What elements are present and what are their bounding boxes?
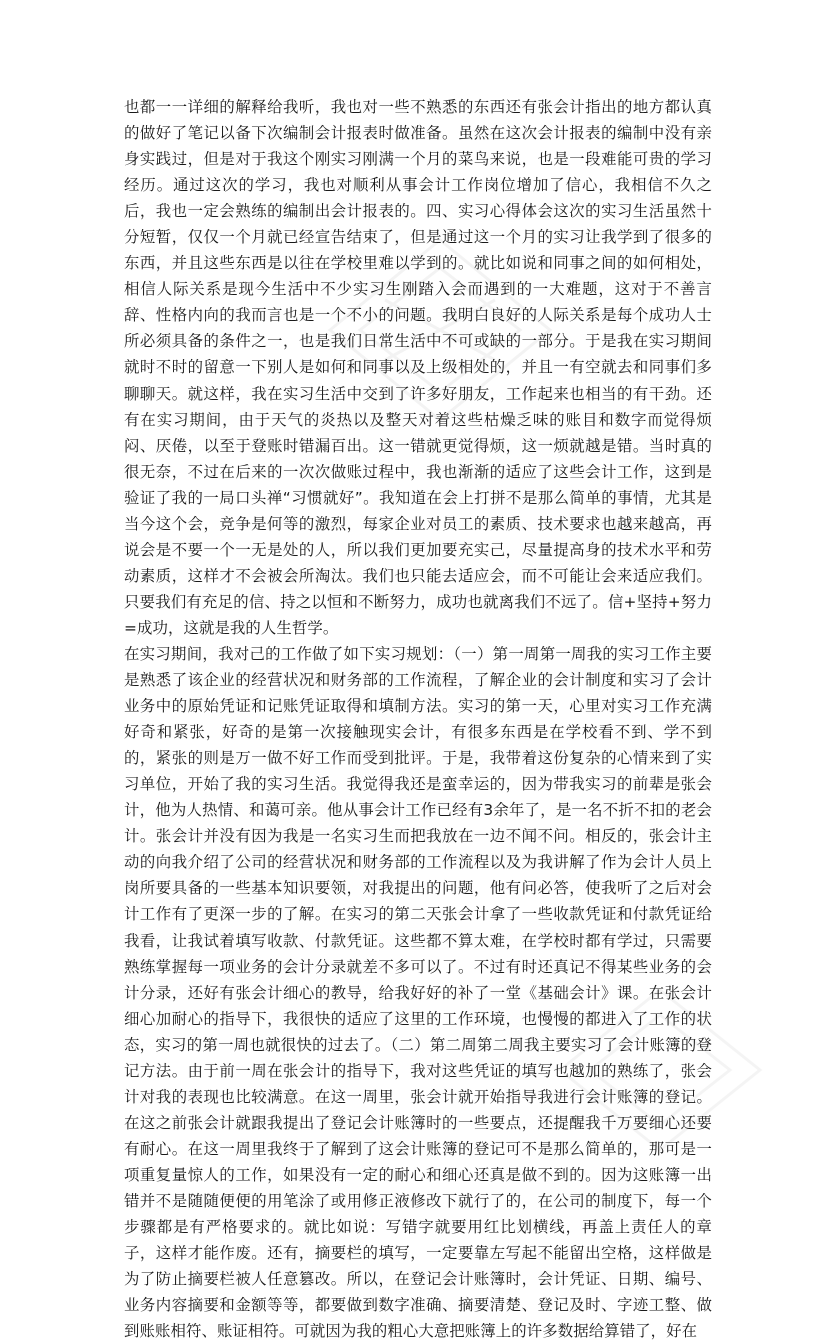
paragraph-2: 在实习期间，我对己的工作做了如下实习规划：（一）第一周第一周我的实习工作主要是熟悉了该企业的经营状况和财务部的工作流程，了解企业的会计制度和实习了会计业务中的原始凭证和记账凭证取得和填制方法。实习的第一天，心里对实习工作充满好奇和紧张，好奇的是第一次接触现实会计，有很多东西是在学校看不到、学不到的，紧张的则是万一做不好工作而受到批评。于是，我带着这份复杂的心情来到了实习单位，开始了我的实习生活。我觉得我还是蛮幸运的，因为带我实习的前辈是张会计，他为人热情、和蔼可亲。他从事会计工作已经有3余年了，是一名不折不扣的老会计。张会计并没有因为我是一名实习生而把我放在一边不闻不问。相反的，张会计主动的向我介绍了公司的经营状况和财务部的工作流程以及为我讲解了作为会计人员上岗所要具备的一些基本知识要领，对我提出的问题，他有问必答，使我听了之后对会计工作有了更深一步的了解。在实习的第二天张会计拿了一些收款凭证和付款凭证给我看，让我试着填写收款、付款凭证。这些都不算太难，在学校时都有学过，只需要熟练掌握每一项业务的会计分录就差不多可以了。不过有时还真记不得某些业务的会计分录，还好有张会计细心的教导，给我好好的补了一堂《基础会计》课。在张会计细心加耐心的指导下，我很快的适应了这里的工作环境，也慢慢的都进入了工作的状态，实习的第一周也就很快的过去了。（二）第二周第二周我主要实习了会计账簿的登记方法。由于前一周在张会计的指导下，我对这些凭证的填写也越加的熟练了，张会计对我的表现也比较满意。在这一周里，张会计就开始指导我进行会计账簿的登记。在这之前张会计就跟我提出了登记会计账簿时的一些要点，还提醒我千万要细心还要有耐心。在这一周里我终于了解到了这会计账簿的登记可不是那么简单的，那可是一项重复量惊人的工作，如果没有一定的耐心和细心还真是做不到的。因为这账簿一出错并不是随随便便的用笔涂了或用修正液修改下就行了的，在公司的制度下，每一个步骤都是有严格要求的。就比如说：写错字就要用红比划横线，再盖上责任人的章子，这样才能作废。还有，摘要栏的填写，一定要靠左写起不能留出空格，这样做是为了防止摘要栏被人任意篡改。所以，在登记会计账簿时，会计凭证、日期、编号、业务内容摘要和金额等等，都要做到数字准确、摘要清楚、登记及时、字迹工整、做到账账相符、账证相符。可就因为我的粗心大意把账簿上的许多数据给算错了，好在	[124, 644, 712, 1341]
article-body	[124, 94, 712, 1344]
paragraph-1: 也都一一详细的解释给我听，我也对一些不熟悉的东西还有张会计指出的地方都认真的做好了笔记以备下次编制会计报表时做准备。虽然在这次会计报表的编制中没有亲身实践过，但是对于我这个刚实习刚满一个月的菜鸟来说，也是一段难能可贵的学习经历。通过这次的学习，我也对顺利从事会计工作岗位增加了信心，我相信不久之后，我也一定会熟练的编制出会计报表的。四、实习心得体会这次的实习生活虽然十分短暂，仅仅一个月就已经宣告结束了，但是通过这一个月的实习让我学到了很多的东西，并且这些东西是以往在学校里难以学到的。就比如说和同事之间的如何相处，相信人际关系是现今生活中不少实习生刚踏入会而遇到的一大难题，这对于不善言辞、性格内向的我而言也是一个不小的问题。我明白良好的人际关系是每个成功人士所必须具备的条件之一，也是我们日常生活中不可或缺的一部分。于是我在实习期间就时不时的留意一下别人是如何和同事以及上级相处的，并且一有空就去和同事们多聊聊天。就这样，我在实习生活中交到了许多好朋友，工作起来也相当的有干劲。还有在实习期间，由于天气的炎热以及整天对着这些枯燥乏味的账目和数字而觉得烦闷、厌倦，以至于登账时错漏百出。这一错就更觉得烦，这一烦就越是错。当时真的很无奈，不过在后来的一次次做账过程中，我也渐渐的适应了这些会计工作，这到是验证了我的一局口头禅“习惯就好”。我知道在会上打拼不是那么简单的事情，尤其是当今这个会，竞争是何等的激烈，每家企业对员工的素质、技术要求也越来越高，再说会是不要一个一无是处的人，所以我们更加要充实己，尽量提高身的技术水平和劳动素质，这样才不会被会所淘汰。我们也只能去适应会，而不可能让会来适应我们。只要我们有充足的信、持之以恒和不断努力，成功也就离我们不远了。信+坚持+努力=成功，这就是我的人生哲学。	[124, 98, 712, 637]
